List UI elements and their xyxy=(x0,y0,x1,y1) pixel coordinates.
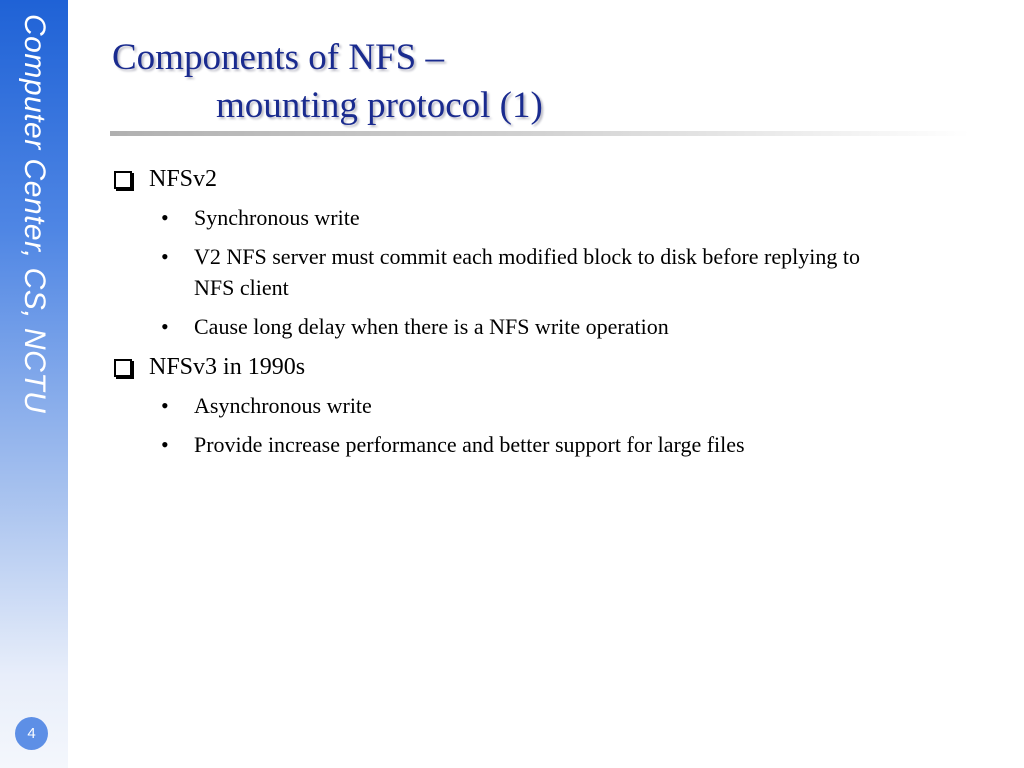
list-item xyxy=(112,390,892,421)
slide-title xyxy=(112,34,543,130)
bullet-dot-icon: • xyxy=(161,432,169,457)
list-item-text: Provide increase performance and better support for large files xyxy=(194,432,745,457)
list-item-text: V2 NFS server must commit each modified block to disk before replying to NFS client xyxy=(194,244,860,300)
title-line-2: mounting protocol (1) xyxy=(216,85,543,126)
page-number-badge: 4 xyxy=(15,717,48,750)
list-item xyxy=(112,311,892,342)
section-heading-nfsv2 xyxy=(112,164,892,194)
list-item-text: Asynchronous write xyxy=(194,393,372,418)
list-item xyxy=(112,429,892,460)
title-divider xyxy=(110,131,970,136)
checkbox-icon xyxy=(114,359,132,377)
bullet-dot-icon: • xyxy=(161,314,169,339)
list-item-text: Synchronous write xyxy=(194,205,360,230)
checkbox-icon xyxy=(114,171,132,189)
sidebar-label: Computer Center, CS, NCTU xyxy=(18,14,51,414)
section-heading-label: NFSv2 xyxy=(149,166,218,192)
list-item-text: Cause long delay when there is a NFS write operation xyxy=(194,314,669,339)
section-heading-label: NFSv3 in 1990s xyxy=(149,354,306,380)
list-item xyxy=(112,241,892,303)
list-item xyxy=(112,202,892,233)
bullet-dot-icon: • xyxy=(161,244,169,269)
sidebar xyxy=(0,0,68,768)
section-heading-nfsv3 xyxy=(112,352,892,382)
title-line-1: Components of NFS – xyxy=(112,37,445,78)
bullet-dot-icon: • xyxy=(161,205,169,230)
slide-content xyxy=(112,160,892,468)
bullet-dot-icon: • xyxy=(161,393,169,418)
